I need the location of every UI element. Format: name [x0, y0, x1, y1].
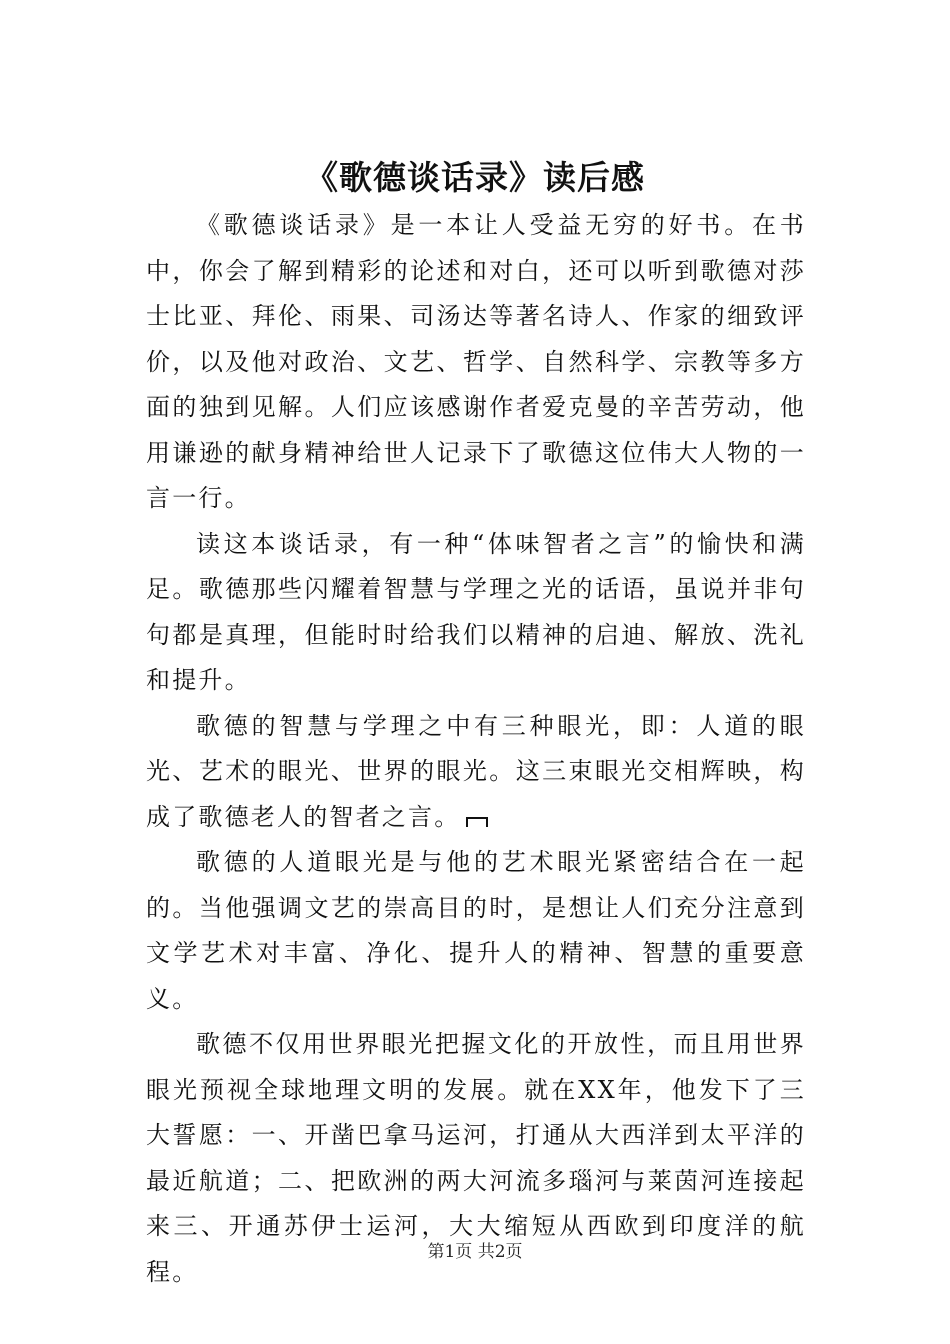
document-title: 《歌德谈话录》读后感 — [305, 158, 645, 198]
paragraph-4: 歌德的人道眼光是与他的艺术眼光紧密结合在一起的。当他强调文艺的崇高目的时，是想让人们充分注意到文学艺术对丰富、净化、提升人的精神、智慧的重要意义。 — [146, 848, 806, 1013]
paragraph-2: 读这本谈话录，有一种“体味智者之言”的愉快和满足。歌德那些闪耀着智慧与学理之光的话语，虽说并非句句都是真理，但能时时给我们以精神的启迪、解放、洗礼和提升。 — [146, 529, 806, 694]
page-footer: 第1页 共2页 — [427, 1242, 523, 1262]
paragraph-1: 《歌德谈话录》是一本让人受益无穷的好书。在书中，你会了解到精彩的论述和对白，还可以听到歌德对莎士比亚、拜伦、雨果、司汤达等著名诗人、作家的细致评价，以及他对政治、文艺、哲学、自然科学、宗教等多方面的独到见解。人们应该感谢作者爱克曼的辛苦劳动，他用谦逊的献身精神给世人记录下了歌德这位伟大人物的一言一行。 — [146, 211, 806, 512]
paragraph-3-text: 歌德的智慧与学理之中有三种眼光，即：人道的眼光、艺术的眼光、世界的眼光。这三束眼光交相辉映，构成了歌德老人的智者之言。 — [146, 711, 806, 831]
paragraph-3 — [146, 704, 806, 841]
bracket-mark-icon — [466, 817, 488, 827]
document-body — [146, 203, 806, 1295]
paragraph-5: 歌德不仅用世界眼光把握文化的开放性，而且用世界眼光预视全球地理文明的发展。就在XX年，他发下了三大誓愿：一、开凿巴拿马运河，打通从大西洋到太平洋的最近航道；二、把欧洲的两大河流多瑙河与莱茵河连接起来三、开通苏伊士运河，大大缩短从西欧到印度洋的航程。 — [146, 1030, 806, 1286]
